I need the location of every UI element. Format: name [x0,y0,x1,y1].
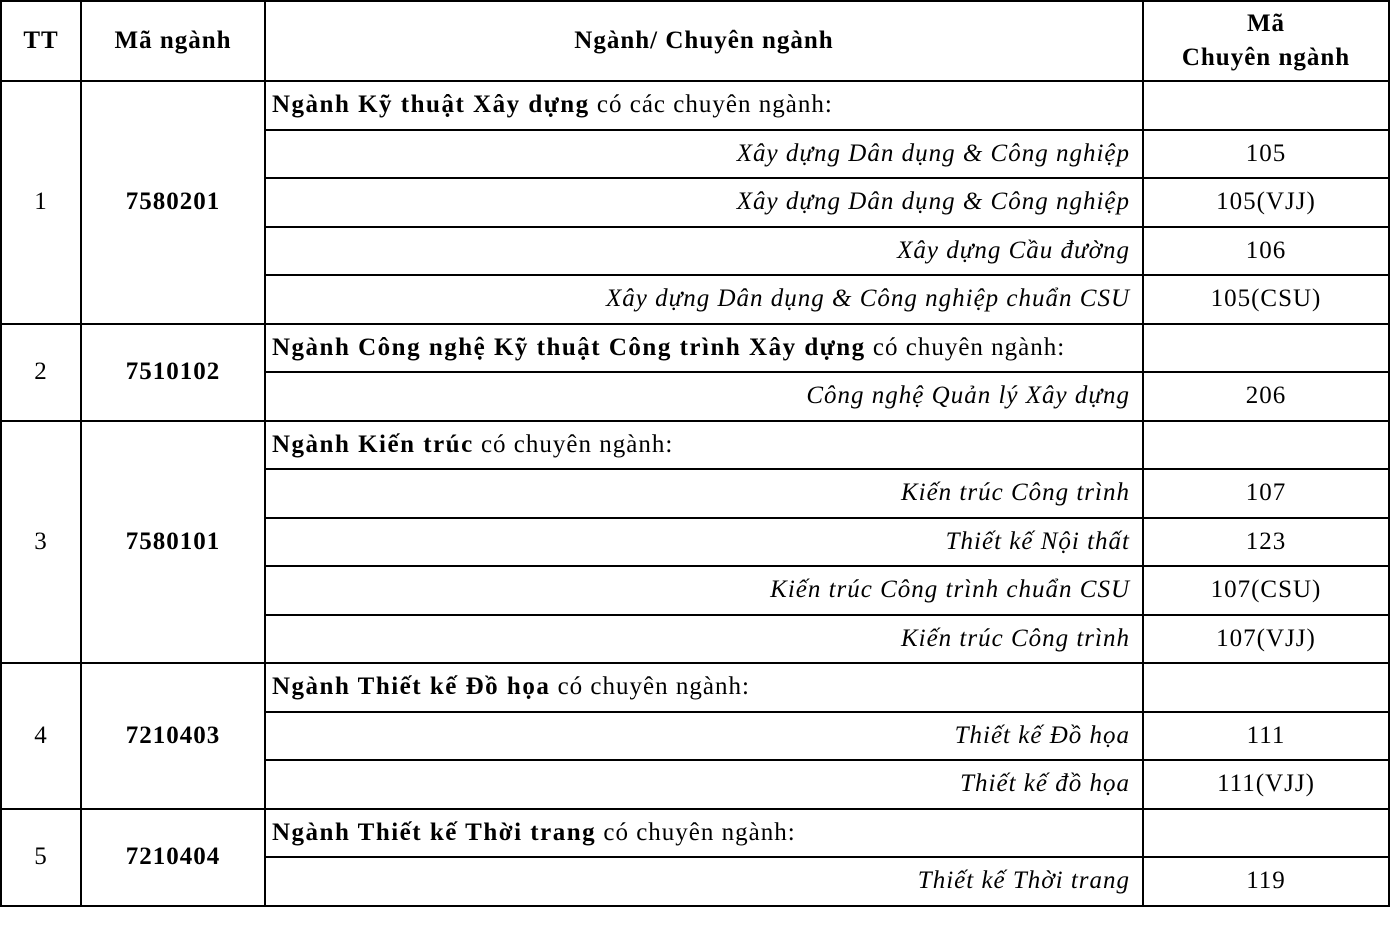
major-code: 7510102 [81,324,265,421]
row-number: 4 [1,663,81,809]
specialization-name: Kiến trúc Công trình [265,615,1143,664]
major-code: 7580101 [81,421,265,664]
specialization-name: Xây dựng Cầu đường [265,227,1143,276]
header-ma-line2: Chuyên ngành [1181,44,1351,71]
specialization-code: 111 [1143,712,1389,761]
major-heading [265,81,1143,130]
table-row [1,81,1389,130]
specialization-name: Công nghệ Quản lý Xây dựng [265,372,1143,421]
major-suffix: có chuyên ngành: [550,673,750,701]
major-code: 7210404 [81,809,265,906]
major-name: Ngành Thiết kế Thời trang [272,818,597,846]
specialization-name: Thiết kế Nội thất [265,518,1143,567]
major-code: 7210403 [81,663,265,809]
specialization-code: 105(CSU) [1143,275,1389,324]
specialization-name: Kiến trúc Công trình chuẩn CSU [265,566,1143,615]
table-body [1,81,1389,906]
row-number: 1 [1,81,81,324]
specialization-name: Thiết kế Đồ họa [265,712,1143,761]
specialization-code: 206 [1143,372,1389,421]
empty-code-cell [1143,809,1389,858]
table-row [1,421,1389,470]
major-suffix: có chuyên ngành: [596,818,796,846]
major-name: Ngành Công nghệ Kỹ thuật Công trình Xây dựng [272,333,866,361]
major-heading [265,324,1143,373]
major-heading [265,663,1143,712]
major-suffix: có các chuyên ngành: [589,91,833,119]
specialization-code: 107 [1143,469,1389,518]
major-code: 7580201 [81,81,265,324]
row-number: 5 [1,809,81,906]
specialization-code: 106 [1143,227,1389,276]
major-name: Ngành Kỹ thuật Xây dựng [272,91,590,119]
major-suffix: có chuyên ngành: [473,430,674,458]
table-row [1,663,1389,712]
major-heading [265,421,1143,470]
specialization-name: Xây dựng Dân dụng & Công nghiệp chuẩn CSU [265,275,1143,324]
specialization-name: Thiết kế đồ họa [265,760,1143,809]
specialization-name: Xây dựng Dân dụng & Công nghiệp [265,130,1143,179]
row-number: 3 [1,421,81,664]
major-name: Ngành Thiết kế Đồ họa [272,673,551,701]
specialization-code: 107(VJJ) [1143,615,1389,664]
table-row [1,809,1389,858]
specialization-code: 119 [1143,857,1389,906]
specialization-code: 111(VJJ) [1143,760,1389,809]
empty-code-cell [1143,324,1389,373]
specialization-code: 105(VJJ) [1143,178,1389,227]
specialization-code: 105 [1143,130,1389,179]
specialization-name: Kiến trúc Công trình [265,469,1143,518]
specialization-code: 123 [1143,518,1389,567]
specialization-name: Thiết kế Thời trang [265,857,1143,906]
table-row [1,324,1389,373]
empty-code-cell [1143,663,1389,712]
major-suffix: có chuyên ngành: [865,333,1066,361]
header-tt: TT [1,1,81,81]
empty-code-cell [1143,81,1389,130]
row-number: 2 [1,324,81,421]
header-ma-chuyen-nganh [1143,1,1389,81]
header-ma-nganh: Mã ngành [81,1,265,81]
major-name: Ngành Kiến trúc [272,430,474,458]
header-row [1,1,1389,81]
empty-code-cell [1143,421,1389,470]
specialization-code: 107(CSU) [1143,566,1389,615]
specialization-name: Xây dựng Dân dụng & Công nghiệp [265,178,1143,227]
header-ma-line1: Mã [1246,10,1286,37]
major-heading [265,809,1143,858]
header-nganh: Ngành/ Chuyên ngành [265,1,1143,81]
